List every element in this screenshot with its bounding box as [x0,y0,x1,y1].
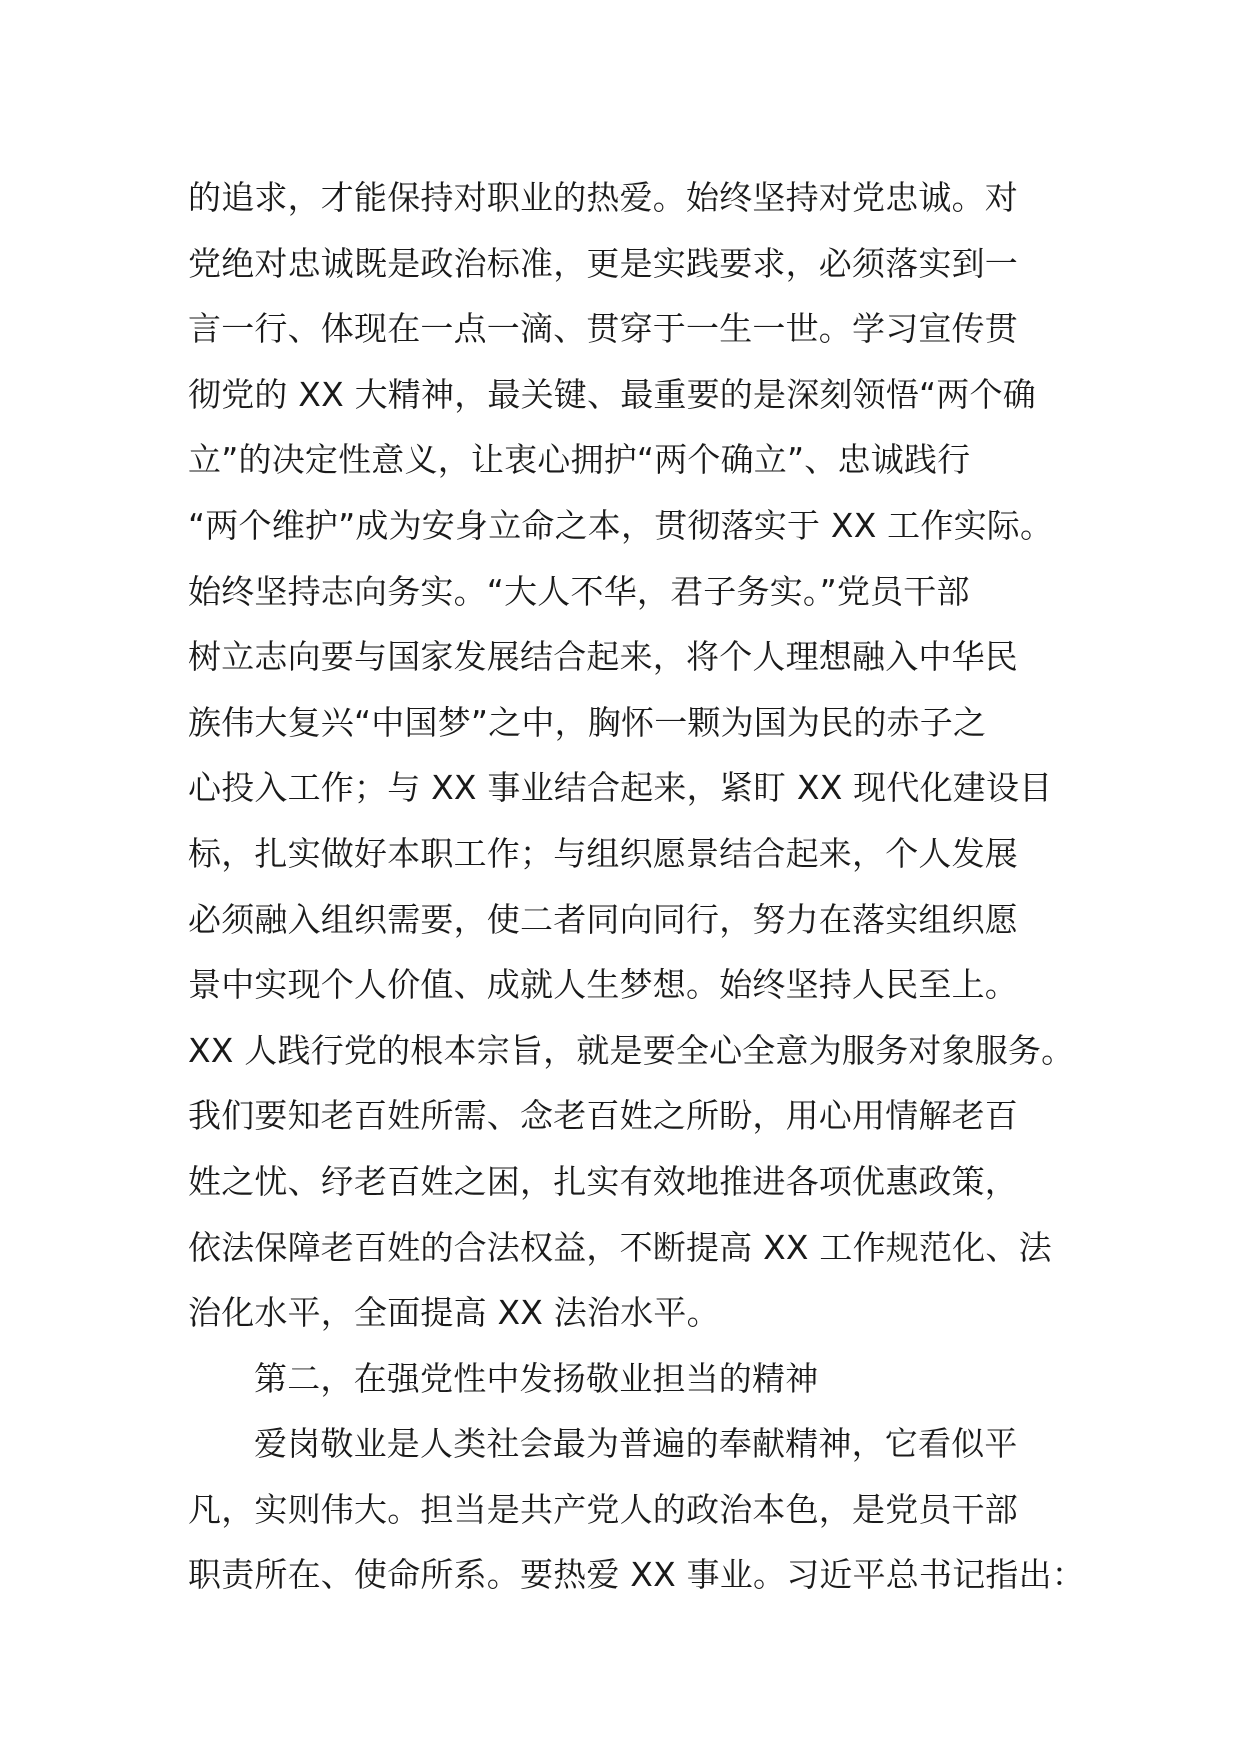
text-line: 始终坚持志向务实。“大人不华，君子务实。”党员干部 [188,571,970,611]
text-line: 党绝对忠诚既是政治标准，更是实践要求，必须落实到一 [188,243,1018,283]
text-line: 职责所在、使命所系。要热爱 XX 事业。习近平总书记指出： [188,1555,1085,1595]
text-line: 必须融入组织需要，使二者同向同行，努力在落实组织愿 [188,899,1018,939]
text-line: 言一行、体现在一点一滴、贯穿于一生一世。学习宣传贯 [188,309,1018,349]
text-line: 族伟大复兴“中国梦”之中，胸怀一颗为国为民的赤子之 [188,702,987,742]
text-line: “两个维护”成为安身立命之本，贯彻落实于 XX 工作实际。 [188,505,1054,545]
text-line: 的追求，才能保持对职业的热爱。始终坚持对党忠诚。对 [188,178,1018,217]
text-line: XX 人践行党的根本宗旨，就是要全心全意为服务对象服务。 [188,1030,1075,1070]
text-line: 彻党的 XX 大精神，最关键、最重要的是深刻领悟“两个确 [188,374,1036,414]
text-line: 立”的决定性意义，让衷心拥护“两个确立”、忠诚践行 [188,440,971,480]
section-heading: 第二，在强党性中发扬敬业担当的精神 [254,1358,819,1398]
text-line: 我们要知老百姓所需、念老百姓之所盼，用心用情解老百 [188,1096,1018,1136]
text-line: 凡，实则伟大。担当是共产党人的政治本色，是党员干部 [188,1489,1018,1529]
text-line: 治化水平，全面提高 XX 法治水平。 [188,1293,720,1333]
text-line: 标，扎实做好本职工作；与组织愿景结合起来，个人发展 [188,833,1018,873]
body-text [188,165,1088,1608]
text-line: 依法保障老百姓的合法权益，不断提高 XX 工作规范化、法 [188,1227,1052,1267]
text-line: 景中实现个人价值、成就人生梦想。始终坚持人民至上。 [188,965,1018,1005]
paragraph-first-line: 爱岗敬业是人类社会最为普遍的奉献精神，它看似平 [254,1424,1018,1464]
text-line: 心投入工作；与 XX 事业结合起来，紧盯 XX 现代化建设目 [188,768,1053,808]
text-line: 姓之忧、纾老百姓之困，扎实有效地推进各项优惠政策， [188,1161,1018,1201]
text-line: 树立志向要与国家发展结合起来，将个人理想融入中华民 [188,637,1018,677]
